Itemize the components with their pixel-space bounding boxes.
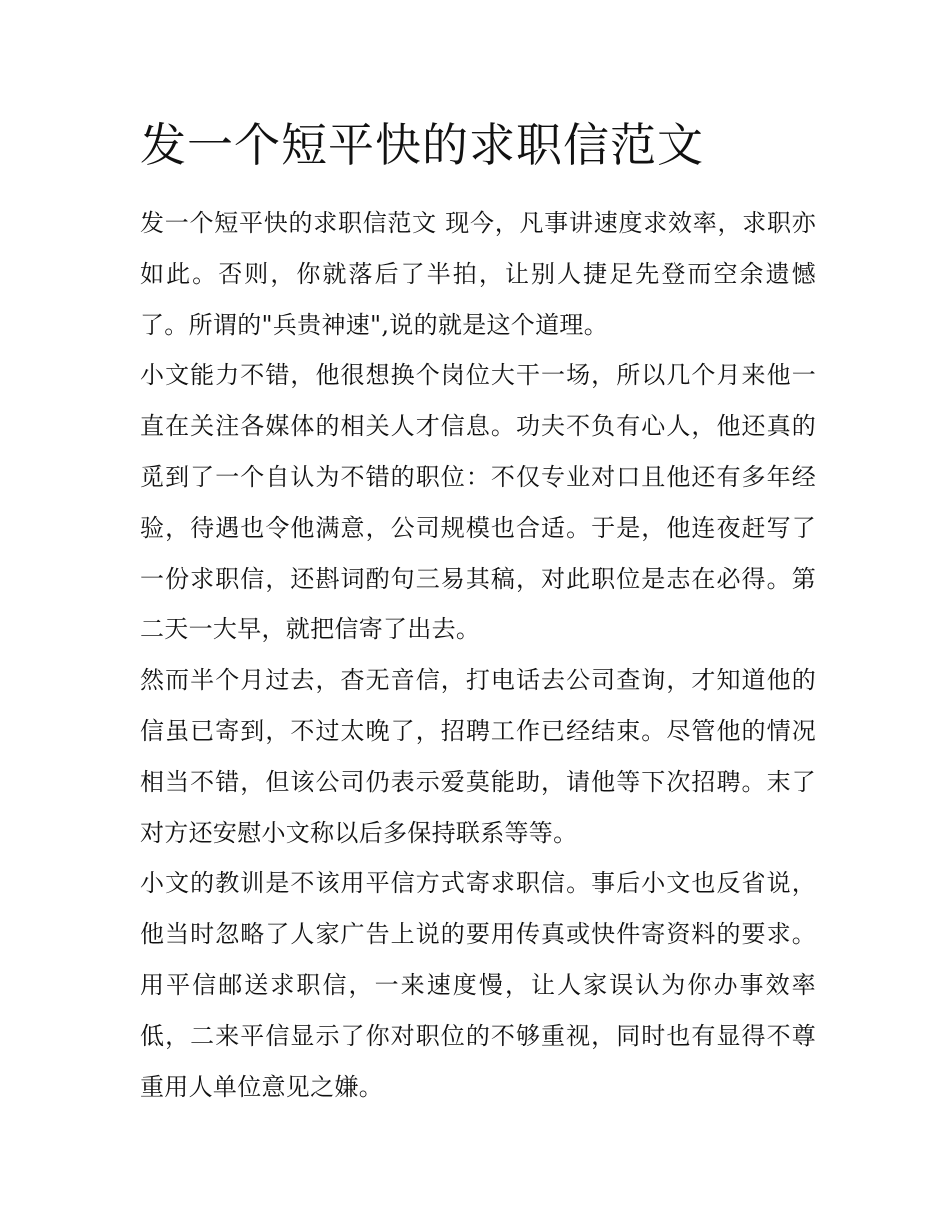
document-body xyxy=(140,198,816,1112)
paragraph-3: 然而半个月过去，杳无音信，打电话去公司查询，才知道他的信虽已寄到，不过太晚了，招聘工作已经结束。尽管他的情况相当不错，但该公司仍表示爱莫能助，请他等下次招聘。末了对方还安慰小文称以后多保持联系等等。 xyxy=(140,666,816,847)
document-title: 发一个短平快的求职信范文 xyxy=(140,118,704,172)
paragraph-2: 小文能力不错，他很想换个岗位大干一场，所以几个月来他一直在关注各媒体的相关人才信息。功夫不负有心人，他还真的觅到了一个自认为不错的职位：不仅专业对口且他还有多年经验，待遇也令他满意，公司规模也合适。于是，他连夜赶写了一份求职信，还斟词酌句三易其稿，对此职位是志在必得。第二天一大早，就把信寄了出去。 xyxy=(140,361,816,644)
paragraph-4: 小文的教训是不该用平信方式寄求职信。事后小文也反省说，他当时忽略了人家广告上说的要用传真或快件寄资料的要求。用平信邮送求职信，一来速度慢，让人家误认为你办事效率低，二来平信显示了你对职位的不够重视，同时也有显得不尊重用人单位意见之嫌。 xyxy=(140,869,816,1101)
paragraph-1: 发一个短平快的求职信范文 现今，凡事讲速度求效率，求职亦如此。否则，你就落后了半拍，让别人捷足先登而空余遗憾了。所谓的"兵贵神速",说的就是这个道理。 xyxy=(140,209,816,339)
